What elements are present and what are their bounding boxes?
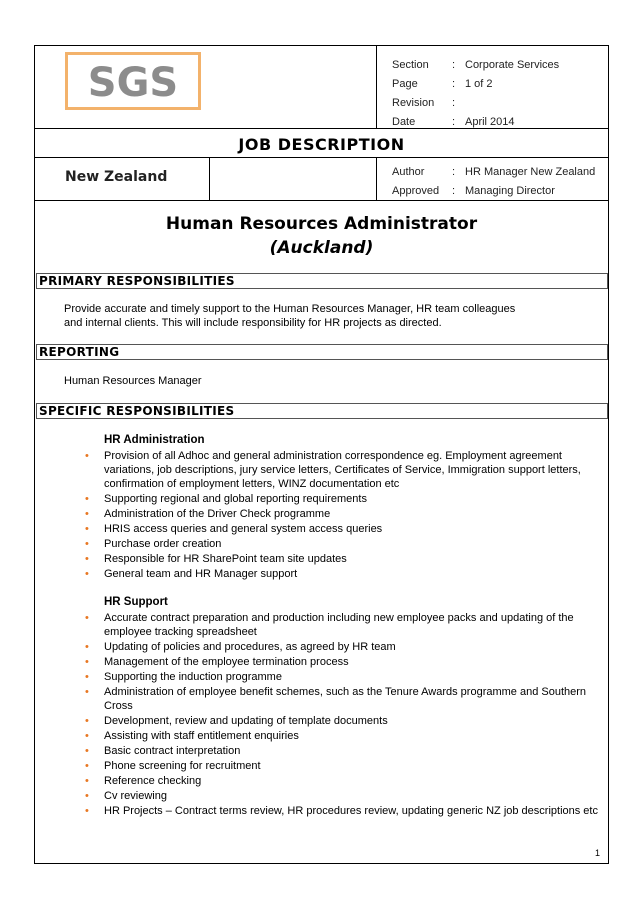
meta-revision: Revision : bbox=[392, 97, 456, 109]
list-item bbox=[85, 552, 605, 566]
country-divider-1 bbox=[209, 158, 210, 200]
bullet-icon: • bbox=[85, 641, 89, 653]
doc-type-title: JOB DESCRIPTION bbox=[238, 135, 405, 154]
bullet-icon: • bbox=[85, 612, 89, 624]
country-name: New Zealand bbox=[65, 169, 168, 185]
country-row bbox=[35, 158, 608, 201]
bullet-icon: • bbox=[85, 523, 89, 535]
bullet-icon: • bbox=[85, 730, 89, 742]
meta-author: Author : HR Manager New Zealand bbox=[392, 166, 596, 178]
bullet-icon: • bbox=[85, 805, 89, 817]
list-item-text: HR Projects – Contract terms review, HR procedures review, updating generic NZ job descriptions etc bbox=[104, 805, 598, 817]
bullet-icon: • bbox=[85, 790, 89, 802]
list-item-text: Assisting with staff entitlement enquiries bbox=[104, 730, 299, 742]
list-item bbox=[85, 611, 605, 639]
list-item-text: Supporting the induction programme bbox=[104, 671, 282, 683]
list-item-text: Administration of the Driver Check programme bbox=[104, 508, 331, 520]
bullet-icon: • bbox=[85, 686, 89, 698]
list-item-text: Management of the employee termination process bbox=[104, 656, 349, 668]
list-item-text: Basic contract interpretation bbox=[104, 745, 241, 757]
list-item bbox=[85, 655, 605, 669]
list-item-text: HRIS access queries and general system access queries bbox=[104, 523, 383, 535]
list-item bbox=[85, 729, 605, 743]
bullet-icon: • bbox=[85, 656, 89, 668]
approval-meta bbox=[390, 162, 597, 202]
primary-text: Provide accurate and timely support to the Human Resources Manager, HR team colleagues and internal clients. This will include responsibility for HR projects as directed. bbox=[64, 303, 516, 329]
list-item bbox=[85, 744, 605, 758]
list-item bbox=[85, 492, 605, 506]
list-item bbox=[85, 522, 605, 536]
page-number: 1 bbox=[594, 848, 600, 858]
bullet-icon: • bbox=[85, 715, 89, 727]
list-item bbox=[85, 804, 605, 818]
hr-administration-list bbox=[85, 449, 605, 582]
bullet-icon: • bbox=[85, 493, 89, 505]
bullet-icon: • bbox=[85, 760, 89, 772]
bullet-icon: • bbox=[85, 553, 89, 565]
list-item-text: Responsible for HR SharePoint team site updates bbox=[104, 553, 347, 565]
hr-support-list bbox=[85, 611, 605, 819]
logo-text: SGS bbox=[87, 60, 179, 106]
bullet-icon: • bbox=[85, 450, 89, 462]
header-divider bbox=[376, 46, 377, 128]
list-item-text: Administration of employee benefit schemes, such as the Tenure Awards programme and Southern Cross bbox=[104, 686, 587, 712]
header-meta bbox=[390, 55, 561, 133]
list-item bbox=[85, 789, 605, 803]
country-divider-2 bbox=[376, 158, 377, 200]
list-item-text: Updating of policies and procedures, as agreed by HR team bbox=[104, 641, 396, 653]
list-item bbox=[85, 507, 605, 521]
bullet-icon: • bbox=[85, 568, 89, 580]
meta-page: Page : 1 of 2 bbox=[392, 78, 493, 90]
header-row bbox=[35, 46, 608, 129]
job-title-block bbox=[35, 212, 608, 260]
list-item-text: Purchase order creation bbox=[104, 538, 222, 550]
bullet-icon: • bbox=[85, 745, 89, 757]
list-item-text: Provision of all Adhoc and general administration correspondence eg. Employment agreement variations, job descriptions, jury service letters, Certificates of Service, Immigration support letters, confirmation of employment letters, WINZ documentation etc bbox=[104, 450, 581, 490]
bullet-icon: • bbox=[85, 775, 89, 787]
bullet-icon: • bbox=[85, 538, 89, 550]
list-item-text: Cv reviewing bbox=[104, 790, 167, 802]
document-page bbox=[34, 45, 609, 864]
list-item bbox=[85, 714, 605, 728]
reporting-text: Human Resources Manager bbox=[64, 375, 202, 387]
list-item bbox=[85, 567, 605, 581]
list-item bbox=[85, 759, 605, 773]
meta-approved: Approved : Managing Director bbox=[392, 185, 555, 197]
list-item bbox=[85, 670, 605, 684]
list-item-text: Accurate contract preparation and production including new employee packs and updating of the employee tracking spreadsheet bbox=[104, 612, 574, 638]
section-heading-primary: PRIMARY RESPONSIBILITIES bbox=[36, 273, 608, 289]
list-item-text: Phone screening for recruitment bbox=[104, 760, 261, 772]
list-item-text: Supporting regional and global reporting requirements bbox=[104, 493, 367, 505]
job-title: Human Resources Administrator bbox=[165, 214, 478, 234]
meta-section: Section : Corporate Services bbox=[392, 59, 560, 71]
list-item bbox=[85, 449, 605, 491]
list-item-text: Reference checking bbox=[104, 775, 202, 787]
sgs-logo bbox=[65, 52, 201, 110]
doc-type-row bbox=[35, 129, 608, 158]
bullet-icon: • bbox=[85, 671, 89, 683]
list-item-text: Development, review and updating of template documents bbox=[104, 715, 388, 727]
list-item bbox=[85, 685, 605, 713]
list-item bbox=[85, 774, 605, 788]
bullet-icon: • bbox=[85, 508, 89, 520]
job-location: (Auckland) bbox=[269, 238, 374, 258]
section-heading-reporting: REPORTING bbox=[36, 344, 608, 360]
section-heading-specific: SPECIFIC RESPONSIBILITIES bbox=[36, 403, 608, 419]
list-item-text: General team and HR Manager support bbox=[104, 568, 298, 580]
hr-administration-heading: HR Administration bbox=[104, 434, 205, 446]
hr-support-heading: HR Support bbox=[104, 596, 168, 608]
list-item bbox=[85, 640, 605, 654]
meta-date: Date : April 2014 bbox=[392, 116, 515, 128]
list-item bbox=[85, 537, 605, 551]
